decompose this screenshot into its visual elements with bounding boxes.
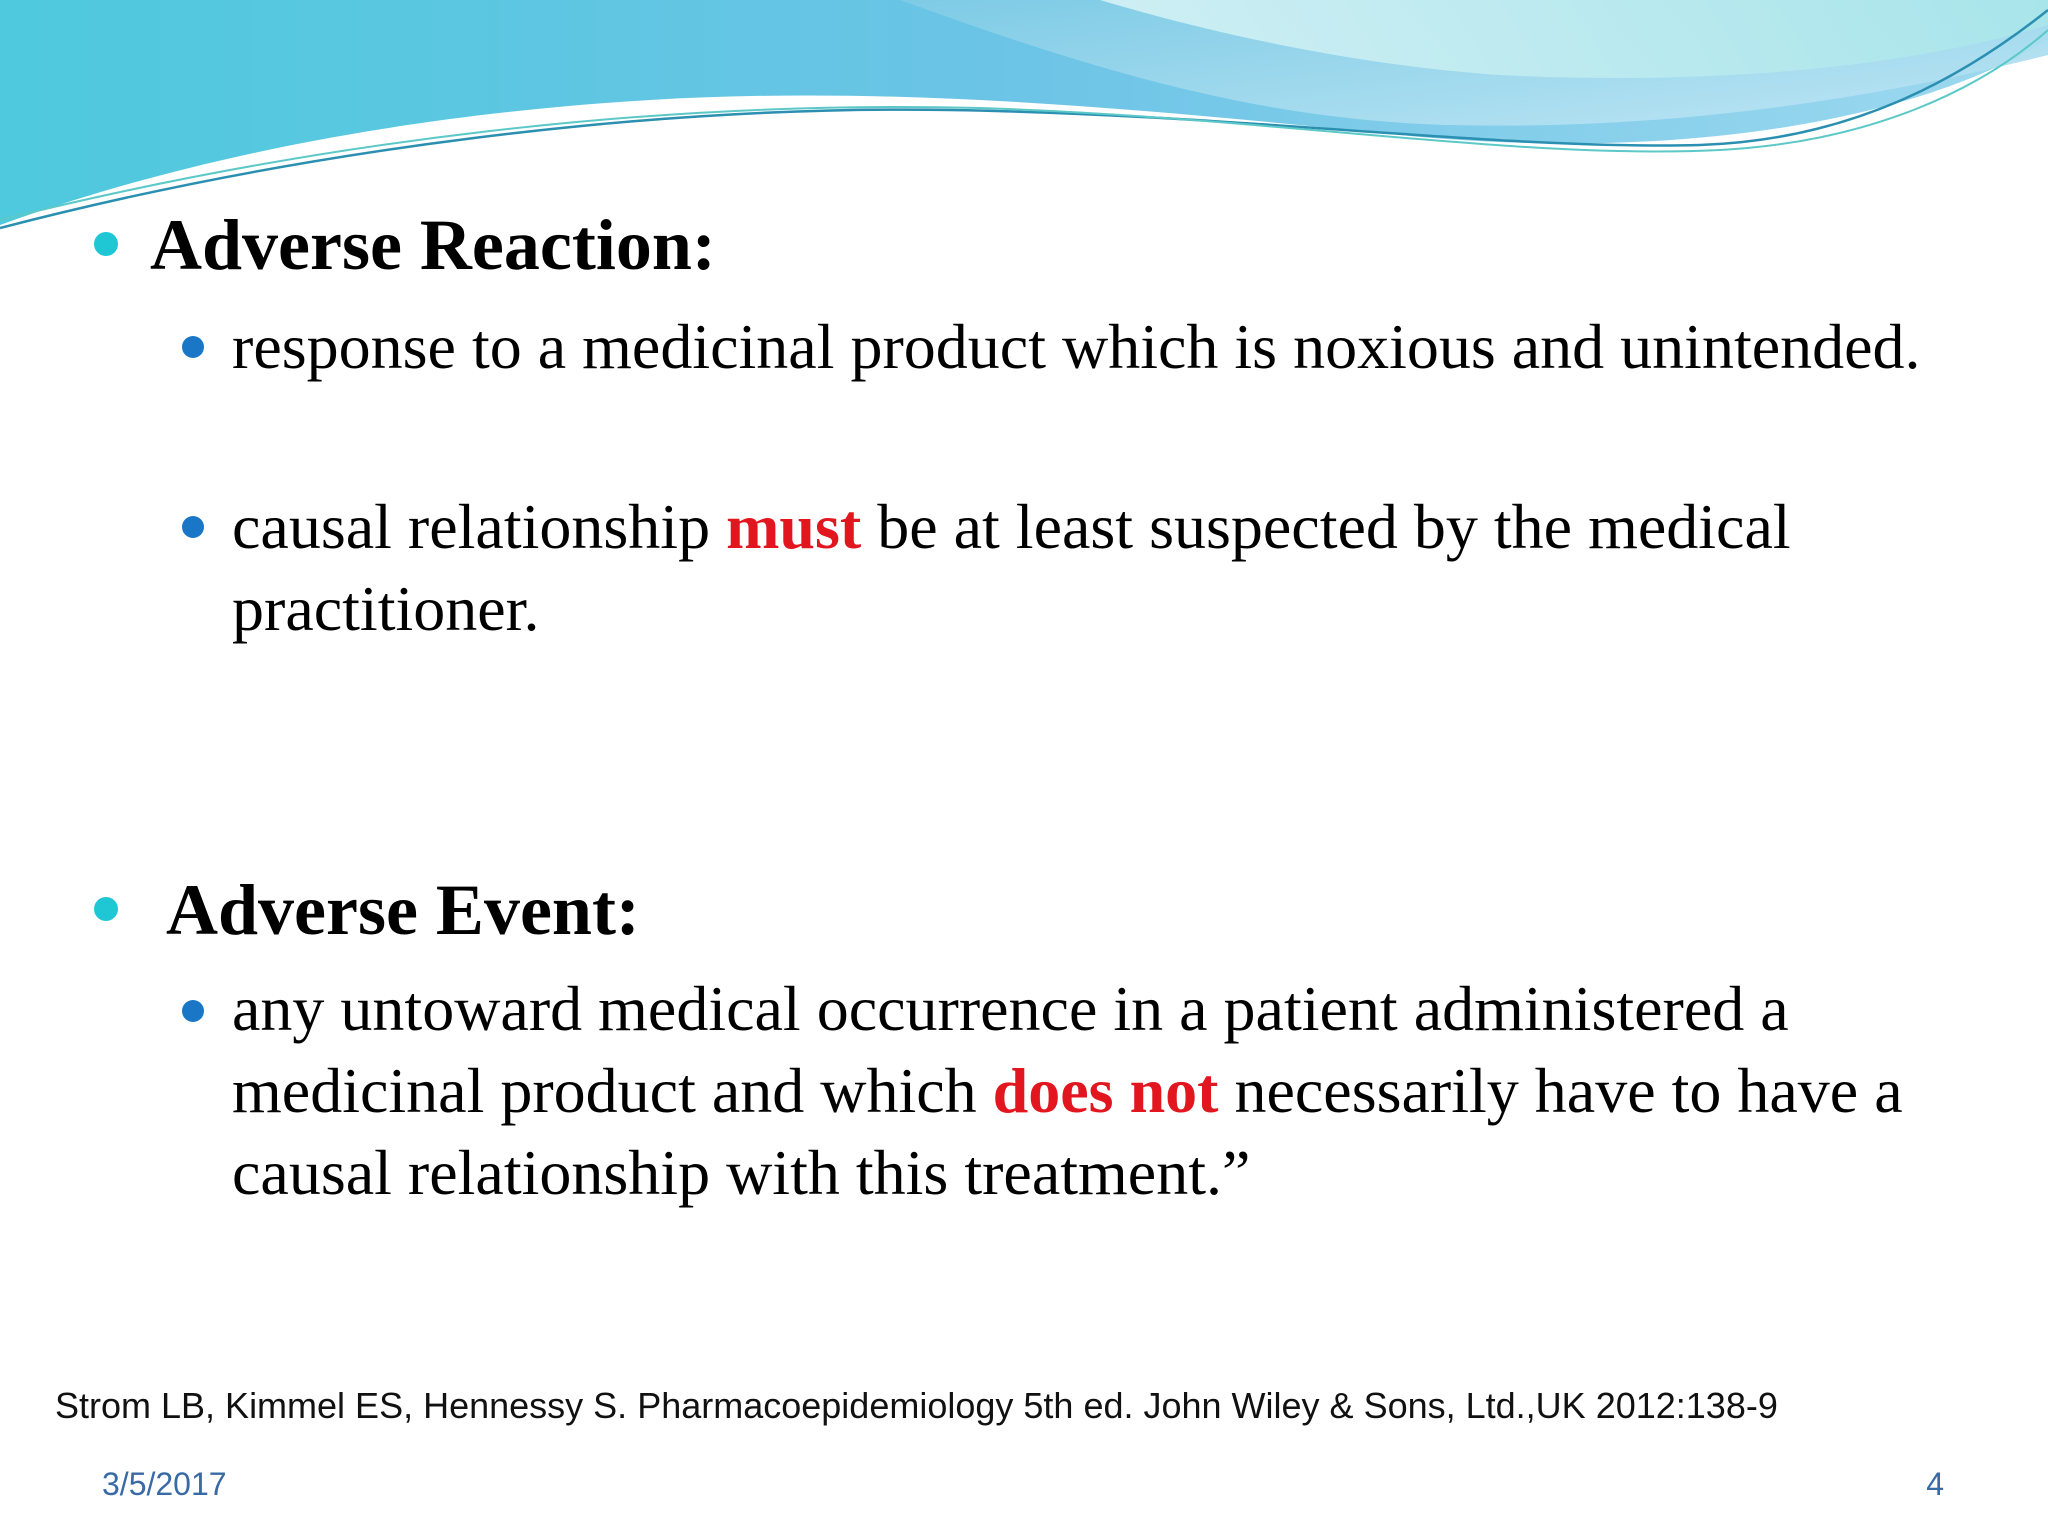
level2-bullet-icon	[182, 516, 204, 538]
reference-citation: Strom LB, Kimmel ES, Hennessy S. Pharmacoepidemiology 5th ed. John Wiley & Sons, Ltd.,UK 2012:138-9	[55, 1385, 1778, 1426]
point-response-noxious	[232, 306, 1952, 388]
point-text: response to a medicinal product which is noxious and unintended.	[232, 311, 1921, 382]
footer-date: 3/5/2017	[102, 1466, 227, 1502]
level2-bullet-icon	[182, 1000, 204, 1022]
point-untoward-occurrence	[232, 968, 1952, 1214]
point-causal-must	[232, 486, 1952, 650]
heading-adverse-event: Adverse Event:	[166, 870, 640, 950]
level1-bullet-icon	[94, 232, 118, 256]
highlight-does-not: does not	[992, 1055, 1219, 1126]
level1-bullet-icon	[94, 897, 118, 921]
point-text-after: be at least suspected by the medical practitioner.	[232, 491, 1791, 644]
heading-adverse-reaction: Adverse Reaction:	[150, 205, 716, 285]
highlight-must: must	[726, 491, 862, 562]
point-text-before: causal relationship	[232, 491, 727, 562]
point-text-after: necessarily have to have a causal relationship with this treatment.”	[232, 1055, 1903, 1208]
slide-number: 4	[1926, 1466, 1944, 1502]
level2-bullet-icon	[182, 336, 204, 358]
point-text-before: any untoward medical occurrence in a patient administered a medicinal product and which	[232, 973, 1789, 1126]
